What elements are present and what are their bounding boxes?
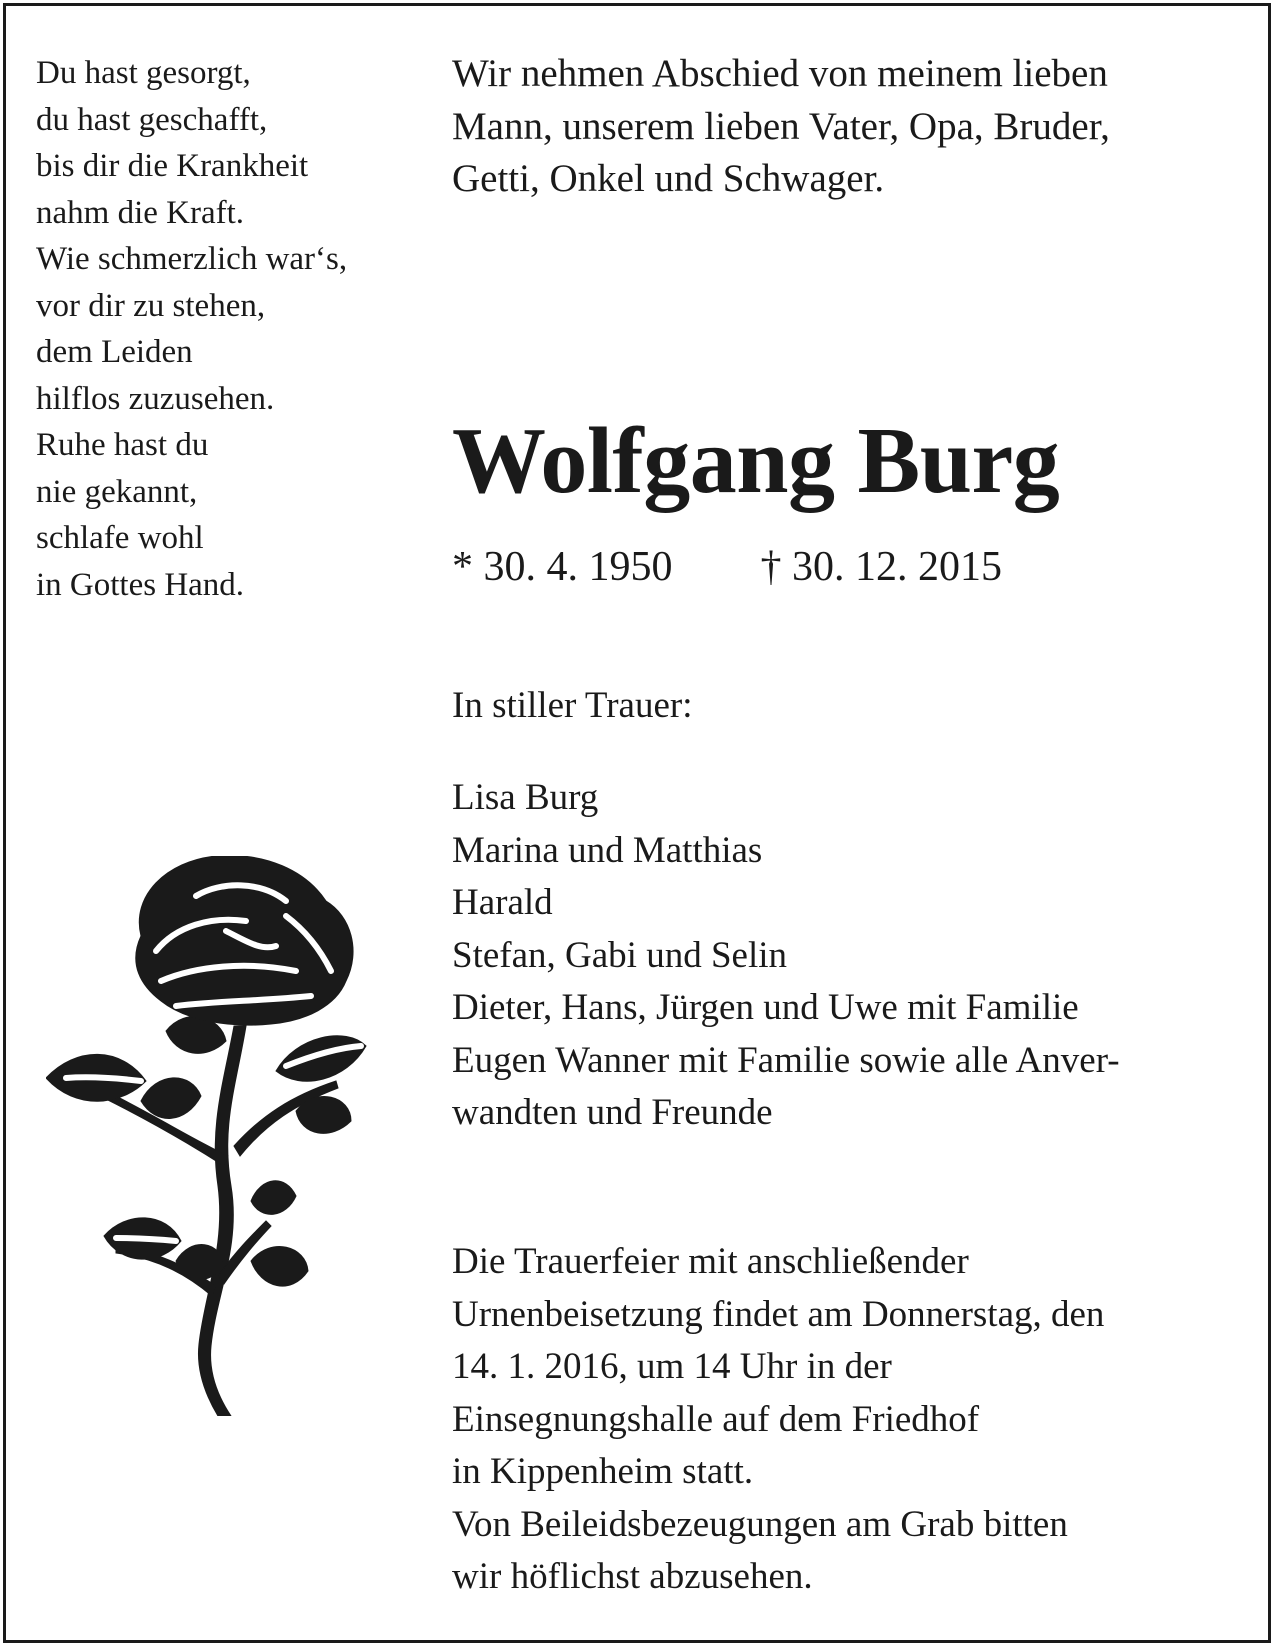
farewell-intro bbox=[452, 48, 1242, 206]
mourner-line: wandten und Freunde bbox=[452, 1092, 773, 1133]
poem-line: bis dir die Krankheit bbox=[36, 148, 309, 184]
mourning-heading-text: In stiller Trauer: bbox=[452, 685, 693, 726]
service-line: in Kippenheim statt. bbox=[452, 1451, 754, 1492]
mourner-line: Eugen Wanner mit Familie sowie alle Anver- bbox=[452, 1039, 1120, 1081]
mourner-line: Stefan, Gabi und Selin bbox=[452, 934, 788, 976]
life-dates bbox=[452, 541, 1002, 593]
mourner-line: Harald bbox=[452, 882, 553, 923]
poem bbox=[36, 50, 426, 608]
deceased-name: Wolfgang Burg bbox=[452, 409, 1060, 513]
intro-line: Wir nehmen Abschied von meinem lieben bbox=[452, 52, 1108, 95]
mourner-line: Dieter, Hans, Jürgen und Uwe mit Familie bbox=[452, 987, 1079, 1028]
intro-line: Mann, unserem lieben Vater, Opa, Bruder, bbox=[452, 104, 1110, 148]
mourner-line: Marina und Matthias bbox=[452, 829, 763, 871]
birth-date: * 30. 4. 1950 bbox=[452, 544, 673, 590]
poem-line: vor dir zu stehen, bbox=[36, 287, 266, 324]
poem-line: du hast geschafft, bbox=[36, 101, 268, 138]
mourners-list bbox=[452, 772, 1252, 1140]
mourner-line: Lisa Burg bbox=[452, 777, 599, 818]
poem-line: dem Leiden bbox=[36, 334, 193, 370]
poem-line: Du hast gesorgt, bbox=[36, 55, 251, 91]
service-line: wir höflichst abzusehen. bbox=[452, 1556, 813, 1597]
poem-line: nahm die Kraft. bbox=[36, 194, 245, 231]
service-line: Die Trauerfeier mit anschließender bbox=[452, 1241, 969, 1282]
service-line: Von Beileidsbezeugungen am Grab bitten bbox=[452, 1503, 1068, 1545]
mourning-heading bbox=[452, 680, 1252, 733]
service-line: Einsegnungshalle auf dem Friedhof bbox=[452, 1398, 980, 1440]
poem-line: Ruhe hast du bbox=[36, 427, 209, 463]
poem-line: Wie schmerzlich war‘s, bbox=[36, 241, 348, 277]
poem-line: hilflos zuzusehen. bbox=[36, 380, 275, 417]
rose-icon bbox=[46, 856, 386, 1416]
intro-line: Getti, Onkel und Schwager. bbox=[452, 157, 885, 200]
service-line: Urnenbeisetzung findet am Donnerstag, den bbox=[452, 1293, 1105, 1335]
obituary-frame bbox=[3, 3, 1271, 1643]
service-info bbox=[452, 1236, 1252, 1604]
poem-line: schlafe wohl bbox=[36, 520, 204, 556]
service-line: 14. 1. 2016, um 14 Uhr in der bbox=[452, 1346, 892, 1387]
poem-line: in Gottes Hand. bbox=[36, 566, 245, 603]
death-date: † 30. 12. 2015 bbox=[760, 544, 1002, 590]
poem-line: nie gekannt, bbox=[36, 473, 198, 510]
